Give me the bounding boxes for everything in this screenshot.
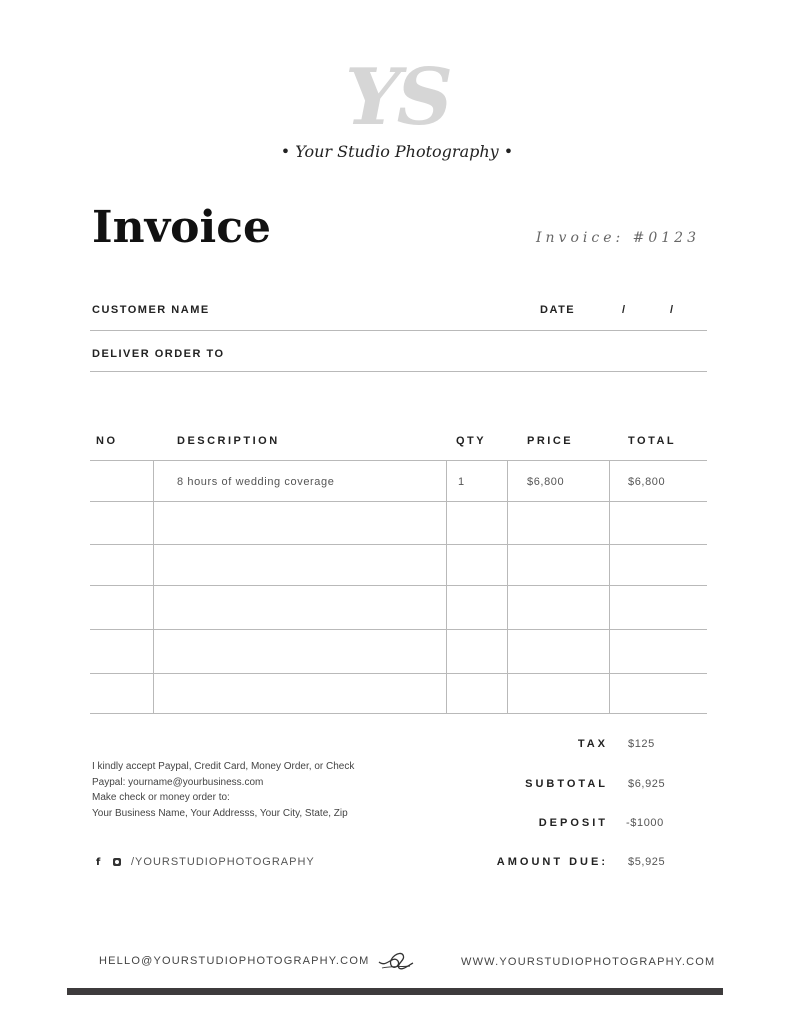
date-separator-2: / xyxy=(670,304,675,316)
table-row-divider xyxy=(90,460,707,461)
footer-email[interactable]: HELLO@YOURSTUDIOPHOTOGRAPHY.COM xyxy=(99,955,370,967)
date-label: DATE xyxy=(540,304,576,316)
date-separator-1: / xyxy=(622,304,627,316)
facebook-icon[interactable]: f xyxy=(96,857,101,868)
payment-methods: I kindly accept Paypal, Credit Card, Money Order, or Check xyxy=(92,761,355,772)
instagram-icon[interactable] xyxy=(113,858,121,866)
table-cell-total: $6,800 xyxy=(628,476,666,488)
deliver-order-label: DELIVER ORDER TO xyxy=(92,348,225,360)
column-header-qty: QTY xyxy=(456,435,487,447)
tax-value: $125 xyxy=(628,738,655,750)
table-column-divider xyxy=(446,460,447,714)
logo-monogram: YS xyxy=(344,52,449,143)
amount-due-value: $5,925 xyxy=(628,856,666,868)
customer-name-label: CUSTOMER NAME xyxy=(92,304,210,316)
invoice-number: Invoice: #0123 xyxy=(535,230,700,246)
paypal-email: Paypal: yourname@yourbusiness.com xyxy=(92,776,264,788)
deposit-value: -$1000 xyxy=(626,817,664,829)
deposit-label: DEPOSIT xyxy=(538,817,608,829)
table-cell-price: $6,800 xyxy=(527,476,565,488)
business-address: Your Business Name, Your Addresss, Your City, State, Zip xyxy=(92,807,348,819)
subtotal-label: SUBTOTAL xyxy=(525,778,608,790)
divider xyxy=(90,330,707,331)
table-column-divider xyxy=(507,460,508,714)
column-header-no: NO xyxy=(96,435,118,447)
table-row-divider xyxy=(90,585,707,586)
column-header-price: PRICE xyxy=(527,435,574,447)
divider xyxy=(90,371,707,372)
table-row-divider xyxy=(90,673,707,674)
footer-bar xyxy=(67,988,723,995)
page-title: Invoice xyxy=(92,202,271,253)
tax-label: TAX xyxy=(577,738,608,750)
table-row-divider xyxy=(90,629,707,630)
footer-website[interactable]: WWW.YOURSTUDIOPHOTOGRAPHY.COM xyxy=(461,956,716,968)
table-row-divider xyxy=(90,544,707,545)
column-header-total: TOTAL xyxy=(628,435,677,447)
column-header-description: DESCRIPTION xyxy=(177,435,280,447)
payable-to-label: Make check or money order to: xyxy=(92,792,230,803)
flourish-icon xyxy=(376,946,416,974)
subtotal-value: $6,925 xyxy=(628,778,666,790)
social-handle[interactable]: /YOURSTUDIOPHOTOGRAPHY xyxy=(131,856,315,868)
table-column-divider xyxy=(609,460,610,714)
table-row-divider xyxy=(90,713,707,714)
table-cell-description: 8 hours of wedding coverage xyxy=(177,476,335,488)
table-cell-qty: 1 xyxy=(458,476,465,488)
table-column-divider xyxy=(153,460,154,714)
amount-due-label: AMOUNT DUE: xyxy=(496,856,608,868)
studio-name: • Your Studio Photography • xyxy=(280,142,514,161)
table-row-divider xyxy=(90,501,707,502)
